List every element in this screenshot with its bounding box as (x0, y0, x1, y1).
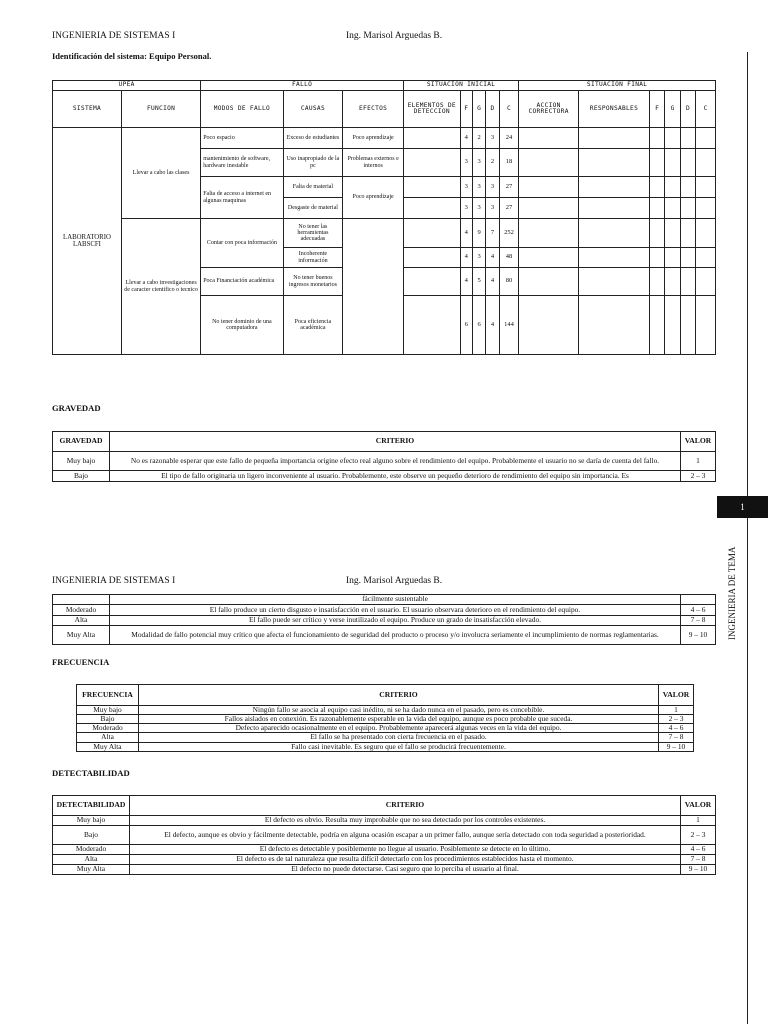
score-f: 4 (460, 128, 472, 149)
score-g: 2 (472, 128, 485, 149)
score-g: 6 (472, 296, 485, 355)
funcion-cell: Llevar a cabo investigaciones de caracter cientifico o tecnico (121, 219, 200, 355)
score-c: 27 (499, 198, 519, 219)
score-c: 18 (499, 149, 519, 177)
empty-cell (519, 268, 579, 296)
empty-cell (519, 149, 579, 177)
detectabilidad-level: Muy bajo (53, 816, 130, 826)
causa-cell: Exceso de estudiantes (283, 128, 343, 149)
score-f: 3 (460, 198, 472, 219)
gravedad-level: Muy bajo (53, 452, 110, 471)
score-d: 2 (486, 149, 499, 177)
modo-fallo-cell: Poca Financiación académica (201, 268, 283, 296)
causa-cell: No tener buenos ingresos monetarios (283, 268, 343, 296)
frecuencia-level: Moderado (77, 724, 139, 733)
modo-fallo-cell: Falta de acceso a internet en algunas maquinas (201, 177, 283, 219)
empty-cell (53, 595, 110, 605)
empty-cell (649, 219, 664, 248)
deteccion-cell (404, 268, 461, 296)
empty-cell (696, 128, 716, 149)
gravedad-level: Moderado (53, 605, 110, 616)
empty-cell (680, 268, 695, 296)
causa-cell: Incoherente información (283, 248, 343, 268)
detectabilidad-level: Bajo (53, 826, 130, 845)
empty-cell (665, 248, 680, 268)
score-g: 3 (472, 198, 485, 219)
empty-cell (649, 198, 664, 219)
score-g: 3 (472, 177, 485, 198)
col-header: D (486, 91, 499, 128)
criterio-col-header: CRITERIO (110, 432, 681, 452)
valor-cell: 7 – 8 (659, 733, 694, 742)
empty-cell (680, 177, 695, 198)
empty-cell (519, 128, 579, 149)
detectabilidad-title: DETECTABILIDAD (52, 768, 130, 778)
criterio-text: El defecto no puede detectarse. Casi seguro que lo perciba el usuario al final. (130, 865, 681, 875)
empty-cell (696, 268, 716, 296)
empty-cell (578, 296, 649, 355)
efecto-cell: Poco aprendizaje (343, 128, 404, 149)
detectabilidad-col-header: DETECTABILIDAD (53, 796, 130, 816)
criterio-text: Defecto aparecido ocasionalmente en el equipo. Probablemente aparecerá algunas veces en la vida del equipo. (139, 724, 659, 733)
valor-cell: 7 – 8 (681, 616, 716, 626)
frecuencia-level: Bajo (77, 715, 139, 724)
valor-cell: 9 – 10 (659, 742, 694, 751)
score-d: 4 (486, 268, 499, 296)
deteccion-cell (404, 296, 461, 355)
col-header: CAUSAS (283, 91, 343, 128)
valor-cell: 1 (659, 706, 694, 715)
group-header-situacion-final: SITUACION FINAL (519, 81, 716, 91)
col-header: D (680, 91, 695, 128)
valor-cell: 2 – 3 (681, 826, 716, 845)
deteccion-cell (404, 128, 461, 149)
frecuencia-level: Alta (77, 733, 139, 742)
deteccion-cell (404, 219, 461, 248)
col-header: ELEMENTOS DE DETECCION (404, 91, 461, 128)
detectabilidad-table (52, 795, 716, 875)
deteccion-cell (404, 198, 461, 219)
empty-cell (665, 296, 680, 355)
group-header-fallo: FALLO (201, 81, 404, 91)
score-c: 24 (499, 128, 519, 149)
course-header: INGENIERIA DE SISTEMAS I (52, 31, 176, 41)
criterio-text: Fallo casi inevitable. Es seguro que el fallo se producirá frecuentemente. (139, 742, 659, 751)
criterio-text: El defecto es obvio. Resulta muy improbable que no sea detectado por los controles existentes. (130, 816, 681, 826)
valor-col-header: VALOR (681, 432, 716, 452)
empty-cell (649, 128, 664, 149)
modo-fallo-cell: mantenimiento de software, hardware inestable (201, 149, 283, 177)
col-header: C (696, 91, 716, 128)
causa-cell: Falta de material (283, 177, 343, 198)
score-f: 3 (460, 149, 472, 177)
score-f: 4 (460, 248, 472, 268)
score-c: 80 (499, 268, 519, 296)
efecto-cell (343, 219, 404, 355)
criterio-text: Fallos aislados en conexión. Es razonablemente esperable en la vida del equipo, aunque es poco probable que suceda. (139, 715, 659, 724)
empty-cell (578, 268, 649, 296)
empty-cell (649, 268, 664, 296)
score-c: 144 (499, 296, 519, 355)
score-g: 5 (472, 268, 485, 296)
valor-cell: 4 – 6 (681, 605, 716, 616)
col-header: EFECTOS (343, 91, 404, 128)
valor-cell: 1 (681, 816, 716, 826)
gravedad-title: GRAVEDAD (52, 403, 101, 413)
empty-cell (680, 219, 695, 248)
col-header: MODOS DE FALLO (201, 91, 283, 128)
efecto-cell: Problemas externos e internos (343, 149, 404, 177)
empty-cell (680, 296, 695, 355)
empty-cell (519, 177, 579, 198)
empty-cell (665, 177, 680, 198)
modo-fallo-cell: No tener dominio de una computadora (201, 296, 283, 355)
col-header: FUNCION (121, 91, 200, 128)
deteccion-cell (404, 177, 461, 198)
sistema-cell: LABORATORIO LABSCFI (53, 128, 122, 355)
empty-cell (696, 219, 716, 248)
frecuencia-title: FRECUENCIA (52, 657, 110, 667)
modo-fallo-cell: Poco espacio (201, 128, 283, 149)
criterio-text: El fallo se ha presentado con cierta frecuencia en el pasado. (139, 733, 659, 742)
empty-cell (696, 149, 716, 177)
empty-cell (696, 296, 716, 355)
criterio-text: El fallo puede ser crítico y verse inutilizado el equipo. Produce un grado de insatisfacción elevado. (110, 616, 681, 626)
modo-fallo-cell: Contar con poca información (201, 219, 283, 268)
score-g: 3 (472, 248, 485, 268)
instructor-header: Ing. Marisol Arguedas B. (346, 576, 443, 586)
causa-cell: Poca eficiencia académica (283, 296, 343, 355)
frecuencia-level: Muy Alta (77, 742, 139, 751)
gravedad-level: Bajo (53, 471, 110, 482)
amfe-table (52, 80, 716, 355)
valor-cell: 9 – 10 (681, 626, 716, 645)
empty-cell (665, 219, 680, 248)
group-header-situacion-inicial: SITUACION INICIAL (404, 81, 519, 91)
col-header: SISTEMA (53, 91, 122, 128)
valor-cell: 7 – 8 (681, 855, 716, 865)
course-header: INGENIERIA DE SISTEMAS I (52, 576, 176, 586)
valor-cell: 9 – 10 (681, 865, 716, 875)
causa-cell: No tener las herramientas adecuadas (283, 219, 343, 248)
empty-cell (665, 268, 680, 296)
gravedad-level: Alta (53, 616, 110, 626)
vertical-section-label: INGENIERIA DE TEMA (727, 546, 737, 640)
criterio-text: El tipo de fallo originaria un ligero inconveniente al usuario. Probablemente, este observe un pequeño deterioro de rendimiento del equipo sin importancia. Es (110, 471, 681, 482)
detectabilidad-level: Muy Alta (53, 865, 130, 875)
empty-cell (519, 248, 579, 268)
gravedad-table-part1 (52, 431, 716, 482)
score-d: 3 (486, 177, 499, 198)
criterio-col-header: CRITERIO (139, 685, 659, 706)
empty-cell (578, 177, 649, 198)
empty-cell (649, 296, 664, 355)
valor-col-header: VALOR (659, 685, 694, 706)
col-header: ACCION CORRECTORA (519, 91, 579, 128)
col-header: F (649, 91, 664, 128)
funcion-cell: Llevar a cabo las clases (121, 128, 200, 219)
empty-cell (519, 198, 579, 219)
score-d: 4 (486, 248, 499, 268)
frecuencia-table (76, 684, 694, 752)
criterio-text: No es razonable esperar que este fallo de pequeña importancia origine efecto real alguno sobre el rendimiento del equipo. Probablemente el usuario no se daría de cuenta del fallo. (110, 452, 681, 471)
criterio-text: El defecto, aunque es obvio y fácilmente detectable, podría en alguna ocasión escapar a un primer fallo, aunque sería detectado con toda seguridad a posterioridad. (130, 826, 681, 845)
empty-cell (519, 296, 579, 355)
empty-cell (578, 219, 649, 248)
score-f: 3 (460, 177, 472, 198)
empty-cell (680, 248, 695, 268)
empty-cell (578, 128, 649, 149)
valor-cell: 4 – 6 (681, 845, 716, 855)
col-header: RESPONSABLES (578, 91, 649, 128)
col-header: F (460, 91, 472, 128)
criterio-continuation: fácilmente sustentable (110, 595, 681, 605)
efecto-cell: Poco aprendizaje (343, 177, 404, 219)
gravedad-table-part2 (52, 594, 716, 645)
score-d: 3 (486, 128, 499, 149)
col-header: G (472, 91, 485, 128)
score-c: 48 (499, 248, 519, 268)
empty-cell (696, 198, 716, 219)
empty-cell (578, 248, 649, 268)
valor-cell: 4 – 6 (659, 724, 694, 733)
col-header: G (665, 91, 680, 128)
score-f: 4 (460, 219, 472, 248)
empty-cell (680, 128, 695, 149)
frecuencia-level: Muy bajo (77, 706, 139, 715)
criterio-text: El defecto es detectable y posiblemente no llegue al usuario. Posiblemente se detecte en lo último. (130, 845, 681, 855)
valor-cell: 2 – 3 (659, 715, 694, 724)
gravedad-col-header: GRAVEDAD (53, 432, 110, 452)
detectabilidad-level: Moderado (53, 845, 130, 855)
score-d: 3 (486, 198, 499, 219)
causa-cell: Uso inapropiado de la pc (283, 149, 343, 177)
empty-cell (578, 198, 649, 219)
empty-cell (665, 198, 680, 219)
empty-cell (680, 198, 695, 219)
instructor-header: Ing. Marisol Arguedas B. (346, 31, 443, 41)
empty-cell (681, 595, 716, 605)
valor-col-header: VALOR (681, 796, 716, 816)
criterio-col-header: CRITERIO (130, 796, 681, 816)
score-d: 7 (486, 219, 499, 248)
deteccion-cell (404, 248, 461, 268)
score-c: 252 (499, 219, 519, 248)
empty-cell (680, 149, 695, 177)
empty-cell (696, 248, 716, 268)
deteccion-cell (404, 149, 461, 177)
empty-cell (665, 128, 680, 149)
col-header: C (499, 91, 519, 128)
valor-cell: 1 (681, 452, 716, 471)
criterio-text: Ningún fallo se asocia al equipo casi inédito, ni se ha dado nunca en el pasado, pero es concebible. (139, 706, 659, 715)
score-g: 3 (472, 149, 485, 177)
criterio-text: Modalidad de fallo potencial muy crítico que afecta el funcionamiento de seguridad del producto o proceso y/o involucra seriamente el incumplimiento de normas reglamentarias. (110, 626, 681, 645)
score-f: 4 (460, 268, 472, 296)
system-identification: Identificación del sistema: Equipo Personal. (52, 51, 212, 61)
empty-cell (519, 219, 579, 248)
empty-cell (578, 149, 649, 177)
page-number-tab: 1 (717, 496, 768, 518)
score-d: 4 (486, 296, 499, 355)
empty-cell (649, 149, 664, 177)
valor-cell: 2 – 3 (681, 471, 716, 482)
criterio-text: El fallo produce un cierto disgusto e insatisfacción en el usuario. El usuario observara deterioro en el rendimiento del equipo. (110, 605, 681, 616)
score-f: 6 (460, 296, 472, 355)
empty-cell (649, 248, 664, 268)
causa-cell: Desgaste de material (283, 198, 343, 219)
empty-cell (696, 177, 716, 198)
page-edge-rule (747, 52, 748, 1024)
group-header-upea: UPEA (53, 81, 201, 91)
gravedad-level: Muy Alta (53, 626, 110, 645)
score-c: 27 (499, 177, 519, 198)
detectabilidad-level: Alta (53, 855, 130, 865)
score-g: 9 (472, 219, 485, 248)
criterio-text: El defecto es de tal naturaleza que resulta difícil detectarlo con los procedimientos establecidos hasta el momento. (130, 855, 681, 865)
empty-cell (665, 149, 680, 177)
empty-cell (649, 177, 664, 198)
frecuencia-col-header: FRECUENCIA (77, 685, 139, 706)
